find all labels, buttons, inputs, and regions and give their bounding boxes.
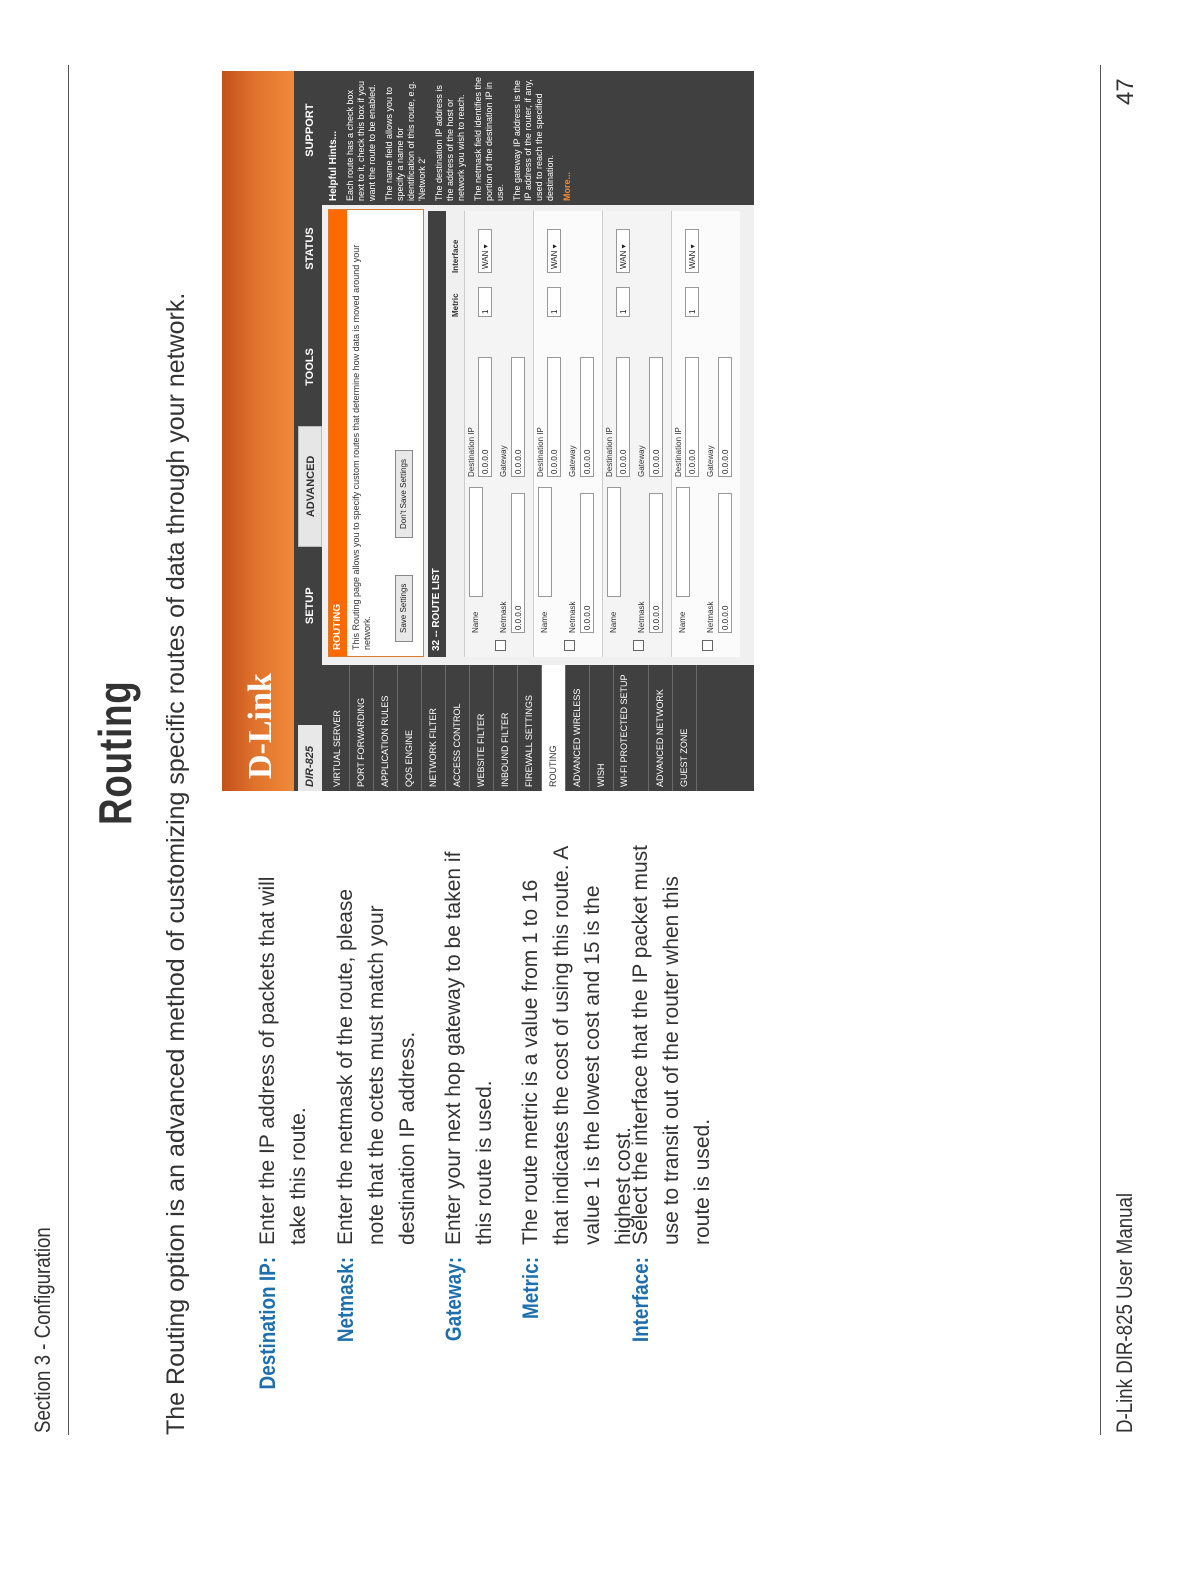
sidebar-item-access-control[interactable]: ACCESS CONTROL xyxy=(446,665,470,791)
interface-value: WAN xyxy=(550,250,559,269)
netmask-label: Netmask xyxy=(706,601,715,633)
route-list-table xyxy=(448,211,740,657)
gateway-input[interactable]: 0.0.0.0 xyxy=(718,357,732,477)
interface-select[interactable]: WAN ▾ xyxy=(685,229,699,273)
definition-term: Metric: xyxy=(518,1257,543,1320)
metric-input[interactable]: 1 xyxy=(547,287,561,317)
route-row xyxy=(671,211,740,657)
save-settings-button[interactable]: Save Settings xyxy=(395,575,413,642)
top-tabs xyxy=(298,71,322,665)
netmask-label: Netmask xyxy=(637,601,646,633)
sidebar-item-advanced-wireless[interactable]: ADVANCED WIRELESS xyxy=(566,665,590,791)
dest-ip-input[interactable]: 0.0.0.0 xyxy=(616,357,630,477)
hint-item: The destination IP address is the address of the host or network you wish to reach. xyxy=(434,85,466,201)
sidebar-item-advanced-network[interactable]: ADVANCED NETWORK xyxy=(649,665,673,791)
sidebar-item-inbound-filter[interactable]: INBOUND FILTER xyxy=(494,665,518,791)
sidebar-item-firewall-settings[interactable]: FIREWALL SETTINGS xyxy=(518,665,542,791)
dont-save-settings-button[interactable]: Don't Save Settings xyxy=(395,450,413,538)
route-list-heading: 32 -- ROUTE LIST xyxy=(428,211,446,657)
gateway-label: Gateway xyxy=(706,445,715,477)
interface-value: WAN xyxy=(688,250,697,269)
route-enable-checkbox[interactable] xyxy=(633,640,644,651)
netmask-input[interactable]: 0.0.0.0 xyxy=(580,493,594,633)
sidebar-item-routing[interactable]: ROUTING xyxy=(542,665,566,791)
router-ui-screenshot xyxy=(222,71,754,791)
more-link[interactable]: More... xyxy=(562,171,572,201)
name-label: Name xyxy=(471,611,480,633)
sidebar-item-network-filter[interactable]: NETWORK FILTER xyxy=(422,665,446,791)
gateway-input[interactable]: 0.0.0.0 xyxy=(580,357,594,477)
definition-term: Netmask: xyxy=(333,1257,358,1343)
tab-status[interactable]: STATUS xyxy=(298,189,322,307)
route-row xyxy=(533,211,602,657)
dest-ip-input[interactable]: 0.0.0.0 xyxy=(478,357,492,477)
hint-item: The netmask field identifies the portion of the destination IP in use. xyxy=(473,76,505,201)
sidebar-item-wps[interactable]: WI-FI PROTECTED SETUP xyxy=(614,665,649,791)
interface-select[interactable]: WAN ▾ xyxy=(616,229,630,273)
name-label: Name xyxy=(609,611,618,633)
main-panel xyxy=(322,205,754,665)
netmask-label: Netmask xyxy=(499,601,508,633)
sidebar-item-wish[interactable]: WISH xyxy=(590,665,614,791)
name-input[interactable] xyxy=(538,487,552,597)
netmask-label: Netmask xyxy=(568,601,577,633)
metric-input[interactable]: 1 xyxy=(478,287,492,317)
metric-header: Metric xyxy=(451,293,460,317)
metric-input[interactable]: 1 xyxy=(685,287,699,317)
name-input[interactable] xyxy=(607,487,621,597)
page-title: Routing xyxy=(89,680,141,825)
footer-rule xyxy=(1100,65,1101,1435)
tab-tools[interactable]: TOOLS xyxy=(298,308,322,426)
tab-setup[interactable]: SETUP xyxy=(298,547,322,665)
routing-heading: ROUTING xyxy=(329,210,347,656)
definition-desc: Enter the IP address of packets that will take this route. xyxy=(256,876,310,1245)
section-label: Section 3 - Configuration xyxy=(30,1227,55,1433)
interface-value: WAN xyxy=(481,250,490,269)
definition-desc: Enter the netmask of the route, please note that the octets must match your destination IP address. xyxy=(334,888,419,1245)
route-enable-checkbox[interactable] xyxy=(495,640,506,651)
sidebar-item-port-forwarding[interactable]: PORT FORWARDING xyxy=(350,665,374,791)
name-label: Name xyxy=(678,611,687,633)
tab-support[interactable]: SUPPORT xyxy=(298,71,322,189)
sidebar-item-website-filter[interactable]: WEBSITE FILTER xyxy=(470,665,494,791)
sidebar xyxy=(326,665,754,791)
definition-desc: Enter your next hop gateway to be taken if this route is used. xyxy=(442,851,496,1245)
page-number: 47 xyxy=(1112,78,1139,105)
header-rule xyxy=(68,65,69,1435)
definition-desc: The route metric is a value from 1 to 16 that indicates the cost of using this route. A value 1 is the lowest cost and 15 is the highest cost. xyxy=(519,846,635,1245)
gateway-input[interactable]: 0.0.0.0 xyxy=(649,357,663,477)
interface-header: Interface xyxy=(451,239,460,273)
hint-item: Each route has a check box next to it, check this box if you want the route to be enabled. xyxy=(345,80,377,201)
sidebar-item-virtual-server[interactable]: VIRTUAL SERVER xyxy=(326,665,350,791)
sidebar-item-application-rules[interactable]: APPLICATION RULES xyxy=(374,665,398,791)
metric-input[interactable]: 1 xyxy=(616,287,630,317)
gateway-input[interactable]: 0.0.0.0 xyxy=(511,357,525,477)
hints-title: Helpful Hints... xyxy=(328,131,339,201)
model-label: DIR-825 xyxy=(298,725,322,791)
name-input[interactable] xyxy=(676,487,690,597)
dest-ip-label: Destination IP xyxy=(467,427,476,477)
dest-ip-input[interactable]: 0.0.0.0 xyxy=(685,357,699,477)
dest-ip-input[interactable]: 0.0.0.0 xyxy=(547,357,561,477)
definition-desc: Select the interface that the IP packet must use to transit out of the router when this route is used. xyxy=(629,844,714,1245)
footer-manual-name: D-Link DIR-825 User Manual xyxy=(1112,1192,1137,1433)
definition-term: Gateway: xyxy=(441,1257,466,1342)
route-enable-checkbox[interactable] xyxy=(702,640,713,651)
definition-term: Interface: xyxy=(628,1257,653,1343)
hint-item: The gateway IP address is the IP address of the router, if any, used to reach the specified destination. xyxy=(512,79,555,201)
definition-term: Destination IP: xyxy=(255,1257,280,1390)
intro-text: The Routing option is an advanced method of customizing specific routes of data through your network. xyxy=(162,292,190,1435)
ui-banner xyxy=(222,71,294,791)
dest-ip-label: Destination IP xyxy=(536,427,545,477)
tab-advanced[interactable]: ADVANCED xyxy=(298,426,322,546)
netmask-input[interactable]: 0.0.0.0 xyxy=(511,493,525,633)
dlink-logo: D-Link xyxy=(242,673,279,779)
dest-ip-label: Destination IP xyxy=(605,427,614,477)
gateway-label: Gateway xyxy=(568,445,577,477)
interface-select[interactable]: WAN ▾ xyxy=(547,229,561,273)
netmask-input[interactable]: 0.0.0.0 xyxy=(718,493,732,633)
routing-description: This Routing page allows you to specify custom routes that determine how data is moved around your network. xyxy=(351,244,372,650)
name-label: Name xyxy=(540,611,549,633)
netmask-input[interactable]: 0.0.0.0 xyxy=(649,493,663,633)
route-row xyxy=(602,211,671,657)
gateway-label: Gateway xyxy=(637,445,646,477)
helpful-hints-panel xyxy=(322,71,754,205)
hint-item: The name field allows you to specify a name for identification of this route, e.g. 'Network 2' xyxy=(384,81,427,201)
route-row xyxy=(464,211,533,657)
sidebar-item-guest-zone[interactable]: GUEST ZONE xyxy=(673,665,697,791)
route-list-header xyxy=(448,211,464,657)
gateway-label: Gateway xyxy=(499,445,508,477)
sidebar-item-qos-engine[interactable]: QOS ENGINE xyxy=(398,665,422,791)
interface-select[interactable]: WAN ▾ xyxy=(478,229,492,273)
dest-ip-label: Destination IP xyxy=(674,427,683,477)
route-enable-checkbox[interactable] xyxy=(564,640,575,651)
routing-box xyxy=(328,209,424,657)
interface-value: WAN xyxy=(619,250,628,269)
name-input[interactable] xyxy=(469,487,483,597)
